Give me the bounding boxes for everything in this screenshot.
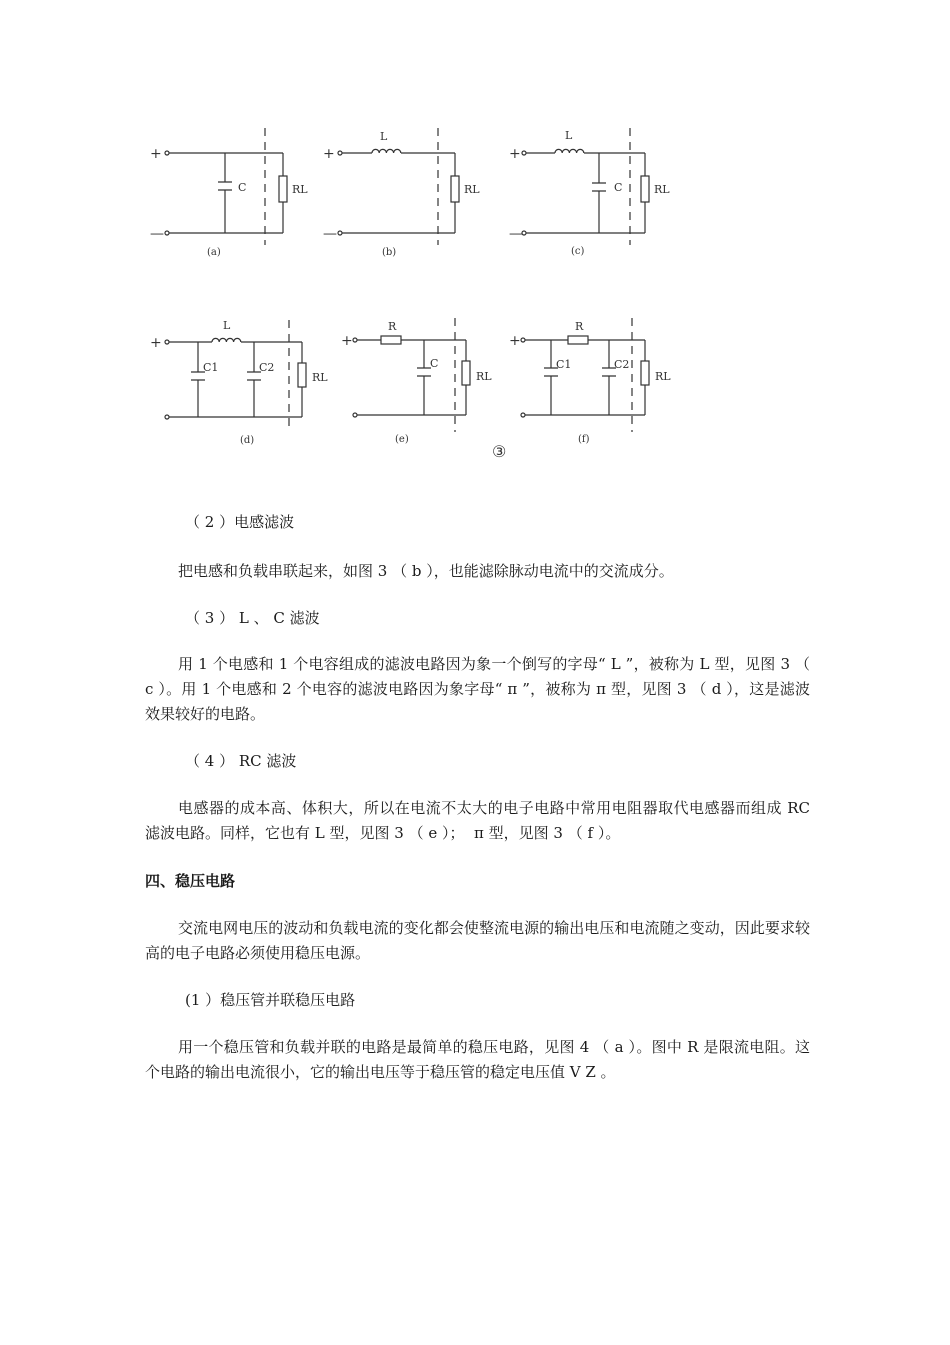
load-resistor (641, 176, 649, 202)
capacitor-symbol (417, 368, 431, 376)
circuit-caption: (d) (240, 435, 255, 446)
circuit-c (509, 128, 670, 257)
paragraph-rc-filter: 电感器的成本高、体积大，所以在电流不太大的电子电路中常用电阻器取代电感器而组成 RC 滤波电路。同样，它也有 L 型，见图 3 （ e ）； π 型，见图 3 （ f ）。 (145, 799, 815, 842)
paragraph-inductor-filter: 把电感和负载串联起来，如图 3 （ b ），也能滤除脉动电流中的交流成分。 (178, 562, 674, 580)
figure-number: ③ (492, 442, 507, 461)
capacitor-symbol (592, 183, 606, 191)
resistor-label: R (575, 320, 584, 333)
circuit-f (509, 318, 671, 445)
terminal-minus: — (150, 226, 164, 242)
subheading-rc-filter: （ 4 ） RC 滤波 (185, 752, 297, 770)
capacitor-c2-label: C2 (614, 358, 630, 371)
capacitor-label: C (238, 181, 247, 194)
circuit-a (150, 128, 308, 258)
terminal-plus: + (509, 333, 521, 349)
load-label: RL (654, 183, 670, 196)
resistor-r (568, 336, 588, 344)
circuit-e (341, 318, 492, 445)
load-label: RL (464, 183, 480, 196)
terminal-minus: — (509, 226, 523, 242)
filter-circuits-figure (0, 0, 950, 480)
capacitor-c1-label: C1 (556, 358, 572, 371)
terminal-plus: + (150, 146, 162, 162)
subheading-lc-filter: （ 3 ） L 、 C 滤波 (185, 609, 320, 627)
circuit-caption: (e) (395, 434, 409, 445)
load-resistor (298, 363, 306, 387)
terminal-plus: + (509, 146, 521, 162)
load-resistor (451, 176, 459, 202)
load-resistor (641, 361, 649, 385)
terminal-plus: + (341, 333, 353, 349)
subheading-zener-regulator: (1 ）稳压管并联稳压电路 (185, 991, 356, 1009)
resistor-r (381, 336, 401, 344)
load-label: RL (292, 183, 308, 196)
circuit-caption: (c) (571, 246, 585, 257)
circuit-caption: (b) (382, 247, 397, 258)
capacitor-label: C (614, 181, 623, 194)
inductor-symbol (212, 338, 241, 342)
load-label: RL (312, 371, 328, 384)
inductor-label: L (223, 319, 231, 332)
terminal-plus: + (323, 146, 335, 162)
paragraph-voltage-regulator: 交流电网电压的波动和负载电流的变化都会使整流电源的输出电压和电流随之变动，因此要求较高的电子电路必须使用稳压电源。 (145, 919, 810, 962)
subheading-inductor-filter: （ 2 ）电感滤波 (185, 513, 295, 531)
load-label: RL (655, 370, 671, 383)
terminal-plus: + (150, 335, 162, 351)
circuit-b (323, 128, 480, 258)
capacitor-c1-label: C1 (203, 361, 219, 374)
capacitor-c2-label: C2 (259, 361, 275, 374)
inductor-label: L (380, 130, 388, 143)
circuit-d (150, 319, 328, 446)
section-heading-voltage-regulator: 四、稳压电路 (145, 872, 236, 890)
terminal-minus: — (323, 226, 337, 242)
paragraph-zener-regulator: 用一个稳压管和负载并联的电路是最简单的稳压电路，见图 4 （ a ）。图中 R 是限流电阻。这个电路的输出电流很小，它的输出电压等于稳压管的稳定电压值 V Z 。 (145, 1038, 810, 1081)
circuit-caption: (f) (578, 434, 590, 445)
capacitor-label: C (430, 357, 439, 370)
paragraph-lc-filter: 用 1 个电感和 1 个电容组成的滤波电路因为象一个倒写的字母“ L ”，被称为 L 型，见图 3 （ c ）。用 1 个电感和 2 个电容的滤波电路因为象字母“ π ”，被称为 π 型，见图 3 （ d ），这是滤波效果较好的电路。 (145, 655, 815, 723)
inductor-symbol (372, 149, 401, 153)
load-label: RL (476, 370, 492, 383)
inductor-label: L (565, 129, 573, 142)
load-resistor (279, 176, 287, 202)
inductor-symbol (555, 149, 584, 153)
circuit-caption: (a) (207, 247, 221, 258)
resistor-label: R (388, 320, 397, 333)
capacitor-symbol (218, 182, 232, 190)
load-resistor (462, 361, 470, 385)
